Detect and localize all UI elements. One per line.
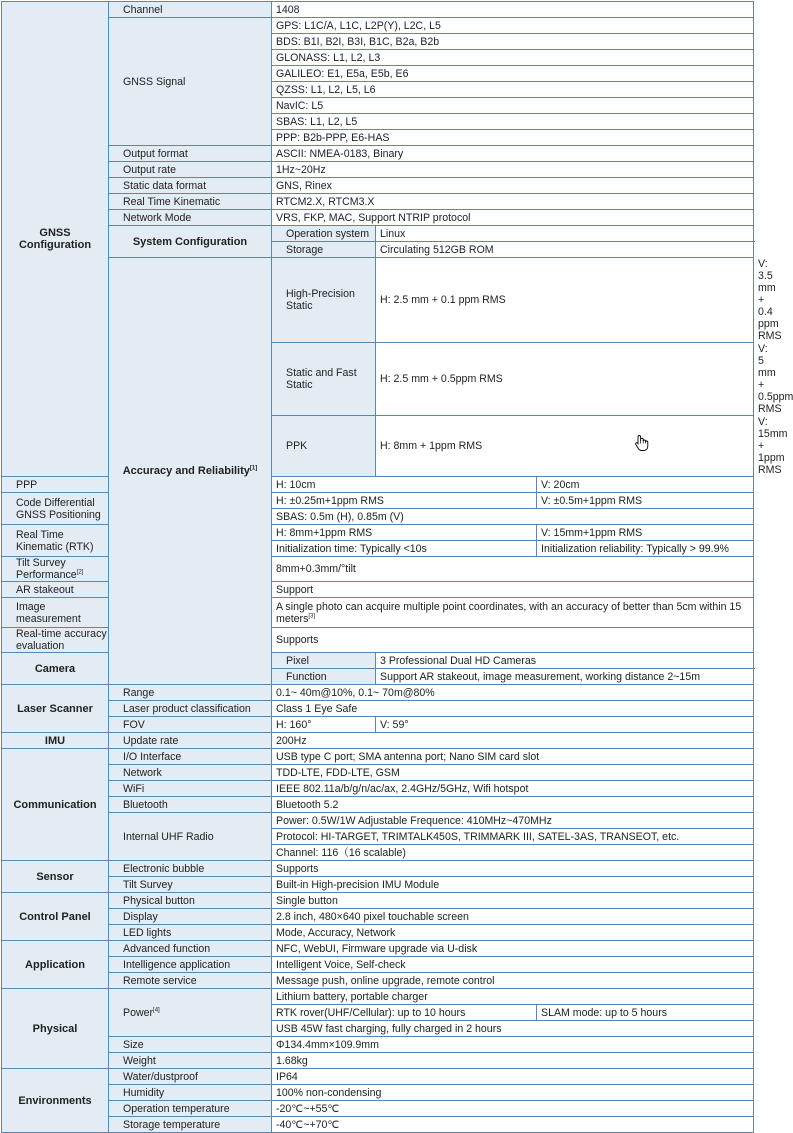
value — [376, 669, 754, 685]
value-text: 200Hz — [276, 734, 307, 747]
feature-weight — [109, 1053, 272, 1069]
table-row — [2, 717, 754, 733]
feature-tilt-survey-text: Tilt Survey — [123, 878, 173, 891]
value-text: Φ134.4mm×109.9mm — [276, 1038, 379, 1051]
value-text: ASCII: NMEA-0183, Binary — [276, 147, 404, 160]
table-row — [2, 162, 754, 178]
specifications-table — [1, 1, 793, 1133]
feature-network-text: Network — [123, 766, 162, 779]
value-h-text: H: 10cm — [276, 478, 316, 491]
value — [272, 178, 754, 194]
value-v-text: Initialization reliability: Typically > 99.9% — [541, 542, 729, 555]
category-communication — [2, 749, 109, 861]
feature-advanced-function-text: Advanced function — [123, 942, 211, 955]
table-row — [2, 925, 754, 941]
table-row — [2, 146, 754, 162]
footnote-marker: [4] — [153, 1006, 160, 1013]
value-text: Circulating 512GB ROM — [380, 243, 494, 256]
value-text: Intelligent Voice, Self-check — [276, 958, 406, 971]
value-h — [376, 258, 754, 343]
table-row — [2, 701, 754, 717]
value — [272, 989, 754, 1005]
value-text: Linux — [380, 227, 406, 240]
value — [272, 82, 754, 98]
feature-ppk — [272, 416, 376, 477]
feature-real-time-kinematic — [109, 194, 272, 210]
value-secondary — [537, 1005, 754, 1021]
value — [272, 194, 754, 210]
feature-fov — [109, 717, 272, 733]
feature-ppk-text: PPK — [286, 440, 308, 452]
table-row — [2, 2, 754, 18]
value-text: Mode, Accuracy, Network — [276, 926, 396, 939]
value — [272, 210, 754, 226]
value-h — [272, 525, 537, 541]
feature-storage-temperature-text: Storage temperature — [123, 1118, 221, 1131]
feature-function — [272, 669, 376, 685]
value-text: Power: 0.5W/1W Adjustable Frequence: 410MHz~470MHz — [276, 814, 552, 827]
value-text: Channel: 116（16 scalable) — [276, 846, 406, 859]
value — [272, 557, 754, 582]
value-h — [272, 493, 537, 509]
feature-i-o-interface — [109, 749, 272, 765]
value — [272, 1021, 754, 1037]
value-text: TDD-LTE, FDD-LTE, GSM — [276, 766, 400, 779]
value-text: -20℃~+55℃ — [276, 1102, 340, 1115]
specifications-body — [2, 2, 793, 1133]
value-h-text: H: 8mm+1ppm RMS — [276, 526, 373, 539]
feature-image-measurement — [2, 598, 109, 628]
value-v-text: V: 3.5 mm + 0.4 ppm RMS — [758, 258, 782, 342]
feature-network-mode — [109, 210, 272, 226]
feature-static-data-format — [109, 178, 272, 194]
category-system-configuration-text: System Configuration — [132, 235, 248, 248]
feature-remote-service — [109, 973, 272, 989]
feature-network-mode-text: Network Mode — [123, 211, 192, 224]
category-sensor — [2, 861, 109, 893]
table-row — [2, 861, 754, 877]
feature-weight-text: Weight — [123, 1054, 156, 1067]
feature-physical-button — [109, 893, 272, 909]
feature-operation-system — [272, 226, 376, 242]
value-v-text: V: 15mm+1ppm RMS — [541, 526, 643, 539]
value-text: Single button — [276, 894, 338, 907]
feature-storage-text: Storage — [286, 243, 324, 256]
footnote-marker: [2] — [76, 569, 84, 576]
feature-operation-system-text: Operation system — [286, 227, 370, 240]
value — [376, 242, 754, 258]
value — [272, 877, 754, 893]
feature-output-format-text: Output format — [123, 147, 188, 160]
value — [272, 1069, 754, 1085]
category-application-text: Application — [25, 958, 85, 971]
value — [272, 66, 754, 82]
value — [272, 861, 754, 877]
feature-led-lights-text: LED lights — [123, 926, 172, 939]
value — [272, 701, 754, 717]
value — [272, 162, 754, 178]
table-row — [2, 1085, 754, 1101]
table-row — [2, 733, 754, 749]
feature-code-differential-gnss-positioning — [2, 493, 109, 525]
value-text: 3 Professional Dual HD Cameras — [380, 654, 537, 667]
table-row — [2, 258, 754, 343]
feature-output-rate — [109, 162, 272, 178]
value — [272, 628, 754, 653]
feature-advanced-function — [109, 941, 272, 957]
category-accuracy-and-reliability-text: Accuracy and Reliability — [122, 465, 250, 477]
value — [272, 18, 754, 34]
value-text: Built-in High-precision IMU Module — [276, 878, 440, 891]
feature-water-dustproof-text: Water/dustproof — [123, 1070, 198, 1083]
feature-display — [109, 909, 272, 925]
feature-code-differential-gnss-positioning-text: Code Differential GNSS Positioning — [16, 496, 101, 521]
feature-ppp-text: PPP — [16, 478, 38, 491]
category-application — [2, 941, 109, 989]
value-text: NFC, WebUI, Firmware upgrade via U-disk — [276, 942, 478, 955]
feature-operation-temperature-text: Operation temperature — [123, 1102, 230, 1115]
feature-output-format — [109, 146, 272, 162]
category-control-panel-text: Control Panel — [19, 910, 91, 923]
value — [272, 957, 754, 973]
category-environments — [2, 1069, 109, 1133]
category-system-configuration — [109, 226, 272, 258]
footnote-marker: [3] — [308, 612, 316, 619]
value-text: USB type C port; SMA antenna port; Nano SIM card slot — [276, 750, 540, 763]
value-text: 1Hz~20Hz — [276, 163, 326, 176]
table-row — [2, 1053, 754, 1069]
feature-bluetooth — [109, 797, 272, 813]
value-secondary-text: V: 59° — [380, 718, 409, 731]
feature-real-time-accuracy-evaluation-text: Real-time accuracy evaluation — [16, 628, 107, 652]
value — [272, 1005, 537, 1021]
value-text: IP64 — [276, 1070, 298, 1083]
table-row — [2, 1069, 754, 1085]
value-text: Supports — [276, 634, 319, 646]
value-h-text: H: ±0.25m+1ppm RMS — [276, 494, 384, 507]
value — [272, 582, 754, 598]
footnote-marker: [1] — [249, 465, 258, 472]
table-row — [2, 893, 754, 909]
value-text: 8mm+0.3mm/°tilt — [276, 563, 356, 575]
category-camera — [2, 653, 109, 685]
value — [272, 1085, 754, 1101]
value-text: GNS, Rinex — [276, 179, 332, 192]
value-text: 2.8 inch, 480×640 pixel touchable screen — [276, 910, 469, 923]
value — [272, 941, 754, 957]
feature-update-rate — [109, 733, 272, 749]
category-imu — [2, 733, 109, 749]
feature-pixel — [272, 653, 376, 669]
value — [272, 717, 376, 733]
value-text: BDS: B1I, B2I, B3I, B1C, B2a, B2b — [276, 35, 440, 48]
value — [272, 797, 754, 813]
feature-humidity-text: Humidity — [123, 1086, 165, 1099]
feature-ar-stakeout — [2, 582, 109, 598]
feature-ppp — [2, 477, 109, 493]
value — [272, 925, 754, 941]
hand-cursor-icon — [632, 433, 652, 453]
value-text: PPP: B2b-PPP, E6-HAS — [276, 131, 390, 144]
feature-intelligence-application-text: Intelligence application — [123, 958, 231, 971]
category-communication-text: Communication — [13, 798, 97, 811]
value-text: RTCM2.X, RTCM3.X — [276, 195, 375, 208]
table-row — [2, 1101, 754, 1117]
value-h-text: H: 2.5 mm + 0.5ppm RMS — [380, 373, 503, 385]
table-row — [2, 749, 754, 765]
value — [272, 765, 754, 781]
feature-tilt-survey-performance-text: Tilt Survey Performance — [16, 557, 77, 581]
category-accuracy-and-reliability — [109, 258, 272, 685]
value — [272, 598, 754, 628]
value-text: USB 45W fast charging, fully charged in 2 hours — [276, 1022, 502, 1035]
value-text: Support AR stakeout, image measurement, working distance 2~15m — [380, 670, 701, 683]
table-row — [2, 178, 754, 194]
value-v-text: V: 20cm — [541, 478, 580, 491]
value — [272, 509, 754, 525]
table-row — [2, 989, 754, 1005]
value-text: NavIC: L5 — [276, 99, 324, 112]
value — [272, 50, 754, 66]
feature-fov-text: FOV — [123, 718, 145, 731]
value-secondary — [376, 717, 754, 733]
category-imu-text: IMU — [44, 734, 66, 747]
feature-i-o-interface-text: I/O Interface — [123, 750, 182, 763]
feature-internal-uhf-radio-text: Internal UHF Radio — [123, 830, 214, 843]
value — [272, 685, 754, 701]
table-row — [2, 797, 754, 813]
value — [376, 653, 754, 669]
value-text: 100% non-condensing — [276, 1086, 382, 1099]
feature-power-text: Power — [123, 1006, 154, 1019]
feature-pixel-text: Pixel — [286, 654, 309, 667]
value-v-text: V: 15mm + 1ppm RMS — [758, 416, 788, 476]
category-camera-text: Camera — [34, 662, 76, 675]
feature-tilt-survey-performance — [2, 557, 109, 582]
value — [272, 114, 754, 130]
value-text: GLONASS: L1, L2, L3 — [276, 51, 381, 64]
value-text: IEEE 802.11a/b/g/n/ac/ax, 2.4GHz/5GHz, Wifi hotspot — [276, 782, 529, 795]
feature-real-time-accuracy-evaluation — [2, 628, 109, 653]
feature-gnss-signal — [109, 18, 272, 146]
value — [272, 829, 754, 845]
value — [272, 2, 754, 18]
category-gnss-configuration-text: GNSS Configuration — [18, 227, 92, 251]
value-v — [537, 477, 754, 493]
value — [272, 893, 754, 909]
feature-channel-text: Channel — [123, 3, 163, 16]
feature-high-precision-static-text: High-Precision Static — [286, 288, 355, 312]
table-row — [2, 781, 754, 797]
table-row — [2, 210, 754, 226]
feature-real-time-kinematic-rtk — [2, 525, 109, 557]
value-text: Message push, online upgrade, remote control — [276, 974, 495, 987]
value-text: GALILEO: E1, E5a, E5b, E6 — [276, 67, 409, 80]
category-physical — [2, 989, 109, 1069]
feature-wifi — [109, 781, 272, 797]
feature-wifi-text: WiFi — [123, 782, 145, 795]
value-secondary-text: SLAM mode: up to 5 hours — [541, 1006, 668, 1019]
feature-internal-uhf-radio — [109, 813, 272, 861]
feature-static-and-fast-static-text: Static and Fast Static — [286, 367, 357, 391]
table-row — [2, 226, 754, 242]
table-row — [2, 813, 754, 829]
value — [272, 733, 754, 749]
value-text: Supports — [276, 862, 319, 875]
feature-physical-button-text: Physical button — [123, 894, 195, 907]
value-text: QZSS: L1, L2, L5, L6 — [276, 83, 376, 96]
value-text: 1.68kg — [276, 1054, 308, 1067]
feature-range-text: Range — [123, 686, 155, 699]
feature-intelligence-application — [109, 957, 272, 973]
table-row — [2, 941, 754, 957]
feature-laser-product-classification — [109, 701, 272, 717]
value-v — [537, 541, 754, 557]
feature-bluetooth-text: Bluetooth — [123, 798, 168, 811]
category-physical-text: Physical — [32, 1022, 78, 1035]
table-row — [2, 1117, 754, 1133]
value-text: SBAS: 0.5m (H), 0.85m (V) — [276, 510, 404, 523]
value — [272, 749, 754, 765]
feature-ar-stakeout-text: AR stakeout — [16, 583, 74, 596]
feature-output-rate-text: Output rate — [123, 163, 176, 176]
feature-electronic-bubble-text: Electronic bubble — [123, 862, 205, 875]
feature-size — [109, 1037, 272, 1053]
table-row — [2, 18, 754, 34]
feature-update-rate-text: Update rate — [123, 734, 179, 747]
value-text: 0.1~ 40m@10%, 0.1~ 70m@80% — [276, 686, 435, 699]
value — [272, 146, 754, 162]
value-h — [272, 477, 537, 493]
value-text: 1408 — [276, 3, 300, 16]
value-h — [376, 416, 754, 477]
value-text: Protocol: HI-TARGET, TRIMTALK450S, TRIMMARK III, SATEL-3AS, TRANSEOT, etc. — [276, 830, 680, 843]
value — [272, 909, 754, 925]
feature-gnss-signal-text: GNSS Signal — [123, 75, 186, 88]
value-text: Class 1 Eye Safe — [276, 702, 358, 715]
feature-size-text: Size — [123, 1038, 144, 1051]
feature-range — [109, 685, 272, 701]
table-row — [2, 685, 754, 701]
table-row — [2, 765, 754, 781]
feature-static-data-format-text: Static data format — [123, 179, 207, 192]
feature-water-dustproof — [109, 1069, 272, 1085]
value — [272, 813, 754, 829]
table-row — [2, 194, 754, 210]
value-v — [537, 493, 754, 509]
feature-tilt-survey — [109, 877, 272, 893]
feature-operation-temperature — [109, 1101, 272, 1117]
feature-high-precision-static — [272, 258, 376, 343]
value — [272, 1053, 754, 1069]
table-row — [2, 957, 754, 973]
category-laser-scanner-text: Laser Scanner — [17, 702, 93, 715]
value — [272, 1037, 754, 1053]
value-text: RTK rover(UHF/Cellular): up to 10 hours — [276, 1006, 466, 1019]
feature-static-and-fast-static — [272, 343, 376, 416]
category-gnss-configuration — [2, 2, 109, 477]
value — [272, 973, 754, 989]
feature-real-time-kinematic-text: Real Time Kinematic — [123, 195, 221, 208]
value-v-text: V: ±0.5m+1ppm RMS — [541, 494, 643, 507]
value — [272, 845, 754, 861]
category-sensor-text: Sensor — [36, 870, 74, 883]
value-v-text: V: 5 mm + 0.5ppm RMS — [758, 343, 793, 415]
value-h-text: H: 8mm + 1ppm RMS — [380, 440, 483, 452]
value — [272, 98, 754, 114]
feature-electronic-bubble — [109, 861, 272, 877]
value-text: Lithium battery, portable charger — [276, 990, 428, 1003]
value-text: -40℃~+70℃ — [276, 1118, 340, 1131]
feature-humidity — [109, 1085, 272, 1101]
table-row — [2, 973, 754, 989]
feature-function-text: Function — [286, 670, 327, 683]
category-control-panel — [2, 893, 109, 941]
category-laser-scanner — [2, 685, 109, 733]
value-text: SBAS: L1, L2, L5 — [276, 115, 358, 128]
feature-storage — [272, 242, 376, 258]
value-text: VRS, FKP, MAC, Support NTRIP protocol — [276, 211, 471, 224]
category-environments-text: Environments — [18, 1094, 92, 1107]
value-text: Bluetooth 5.2 — [276, 798, 339, 811]
value-h — [272, 541, 537, 557]
value — [376, 226, 754, 242]
value-text: Support — [276, 583, 314, 596]
table-row — [2, 1037, 754, 1053]
value-h-text: H: 2.5 mm + 0.1 ppm RMS — [380, 294, 506, 306]
feature-real-time-kinematic-rtk-text: Real Time Kinematic (RTK) — [16, 528, 94, 553]
value-text: H: 160° — [276, 718, 312, 731]
value-h-text: Initialization time: Typically <10s — [276, 542, 427, 555]
value — [272, 1117, 754, 1133]
value-text: A single photo can acquire multiple point coordinates, with an accuracy of better than 5cm within 15 meters — [276, 600, 742, 625]
feature-laser-product-classification-text: Laser product classification — [123, 702, 251, 715]
value — [272, 1101, 754, 1117]
feature-remote-service-text: Remote service — [123, 974, 197, 987]
value-h — [376, 343, 754, 416]
feature-led-lights — [109, 925, 272, 941]
value — [272, 130, 754, 146]
value — [272, 34, 754, 50]
feature-storage-temperature — [109, 1117, 272, 1133]
feature-image-measurement-text: Image measurement — [16, 600, 81, 625]
table-row — [2, 877, 754, 893]
value-text: GPS: L1C/A, L1C, L2P(Y), L2C, L5 — [276, 19, 441, 32]
feature-channel — [109, 2, 272, 18]
feature-network — [109, 765, 272, 781]
feature-power — [109, 989, 272, 1037]
table-row — [2, 909, 754, 925]
feature-display-text: Display — [123, 910, 158, 923]
value-v — [537, 525, 754, 541]
value — [272, 781, 754, 797]
